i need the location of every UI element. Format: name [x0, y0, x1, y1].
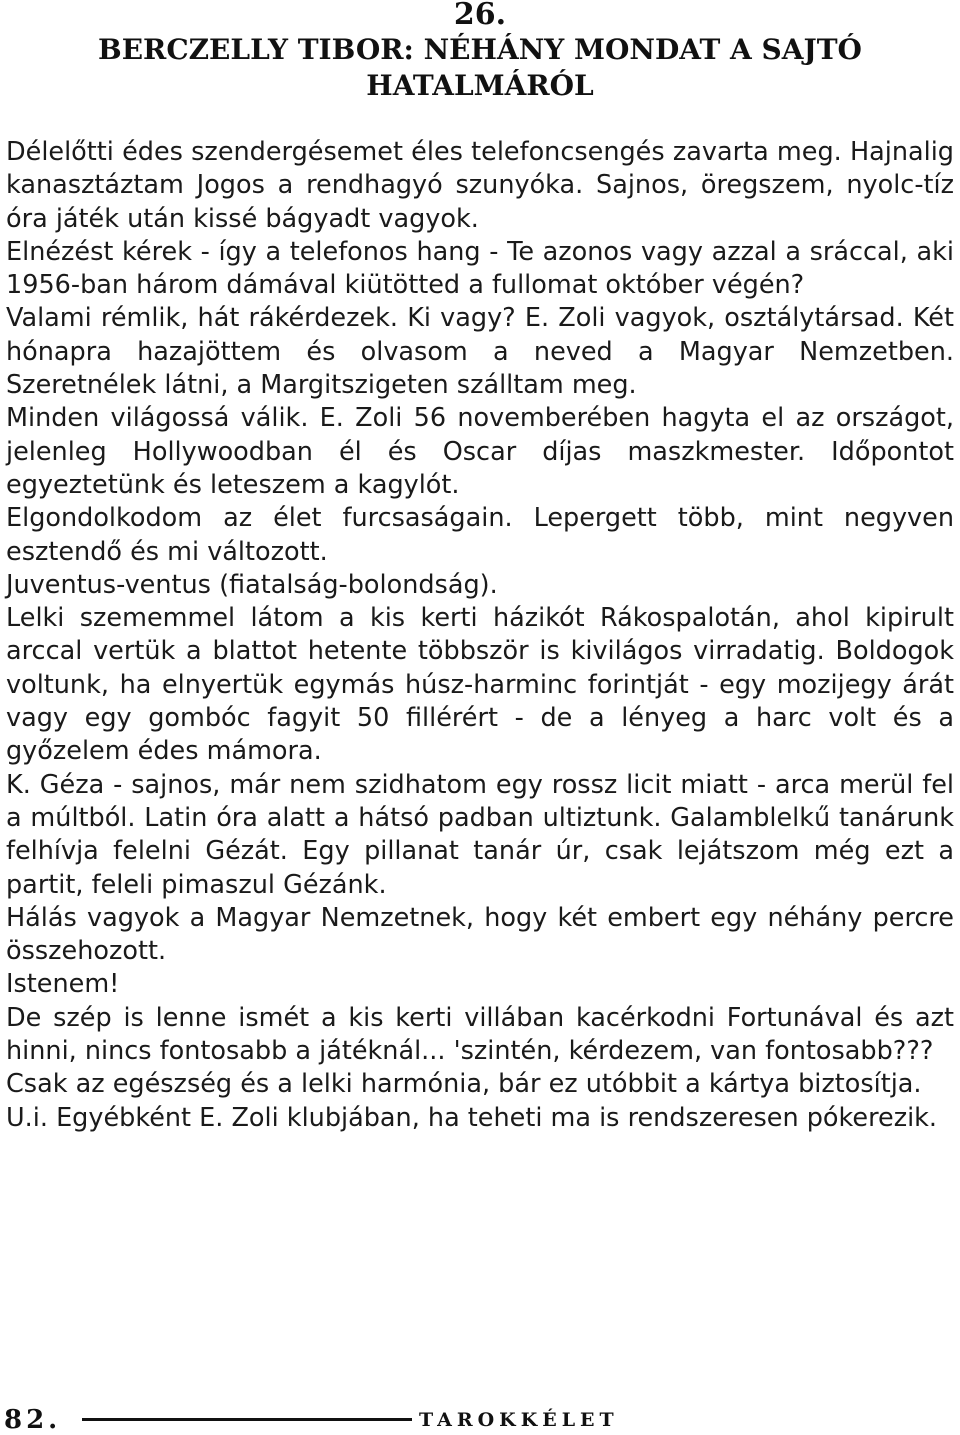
- paragraph: Elgondolkodom az élet furcsaságain. Lepergett több, mint negyven esztendő és mi változott.: [6, 503, 954, 567]
- chapter-number: 26.: [453, 0, 507, 32]
- paragraph: K. Géza - sajnos, már nem szidhatom egy rossz licit miatt - arca merül fel a múltból. Latin óra alatt a hátsó padban ultiztunk. Galamblelkű tanárunk felhívja felelni Gézát. Egy pillanat tanár úr, csak lejátszom még ezt a partit, feleli pimaszul Gézánk.: [6, 769, 954, 900]
- paragraph: Elnézést kérek - így a telefonos hang - Te azonos vagy azzal a sráccal, aki 1956-ban három dámával kiütötted a fullomat október végén?: [6, 236, 954, 301]
- chapter-header: [0, 0, 960, 104]
- paragraph: Istenem!: [6, 969, 120, 1000]
- chapter-title: BERCZELLY TIBOR: NÉHÁNY MONDAT A SAJTÓ HATALMÁRÓL: [98, 33, 862, 102]
- paragraph: Délelőtti édes szendergésemet éles telefoncsengés zavarta meg. Hajnalig kanasztáztam Jogos a rendhagyó szunyóka. Sajnos, öregszem, nyolc-tíz óra játék után kissé bágyadt vagyok.: [6, 137, 954, 234]
- paragraph: Hálás vagyok a Magyar Nemzetnek, hogy két embert egy néhány percre összehozott.: [6, 902, 954, 967]
- paragraph: U.i. Egyébként E. Zoli klubjában, ha teheti ma is rendszeresen pókerezik.: [6, 1102, 938, 1133]
- page-number: 82.: [4, 1405, 62, 1435]
- paragraph: Csak az egészség és a lelki harmónia, bár ez utóbbit a kártya biztosítja.: [6, 1069, 922, 1100]
- paragraph: Juventus-ventus (fiatalság-bolondság).: [6, 569, 498, 600]
- article-body: [6, 136, 954, 1135]
- magazine-name: TAROKKÉLET: [419, 1409, 619, 1431]
- paragraph: Valami rémlik, hát rákérdezek. Ki vagy? E. Zoli vagyok, osztálytársad. Két hónapra hazajöttem és olvasom a neved a Magyar Nemzetben. Szeretnélek látni, a Margitszigeten szálltam meg.: [6, 303, 954, 401]
- footer-divider: [82, 1418, 412, 1421]
- paragraph: Minden világossá válik. E. Zoli 56 novemberében hagyta el az országot, jelenleg Hollywoodban él és Oscar díjas maszkmester. Időpontot egyeztetünk és leteszem a kagylót.: [6, 403, 954, 500]
- paragraph: De szép is lenne ismét a kis kerti villában kacérkodni Fortunával és azt hinni, nincs fontosabb a játéknál... 'szintén, kérdezem, van fontosabb???: [6, 1002, 954, 1067]
- paragraph: Lelki szememmel látom a kis kerti házikót Rákospalotán, ahol kipirult arccal vertük a blattot hetente többször is kivilágos virradatig. Boldogok voltunk, ha elnyertük egymás húsz-harminc forintját - egy mozijegy árát vagy egy gombóc fagyit 50 fillérért - de a lényeg a harc volt és a győzelem édes mámora.: [6, 603, 954, 767]
- page-footer: [4, 1405, 954, 1435]
